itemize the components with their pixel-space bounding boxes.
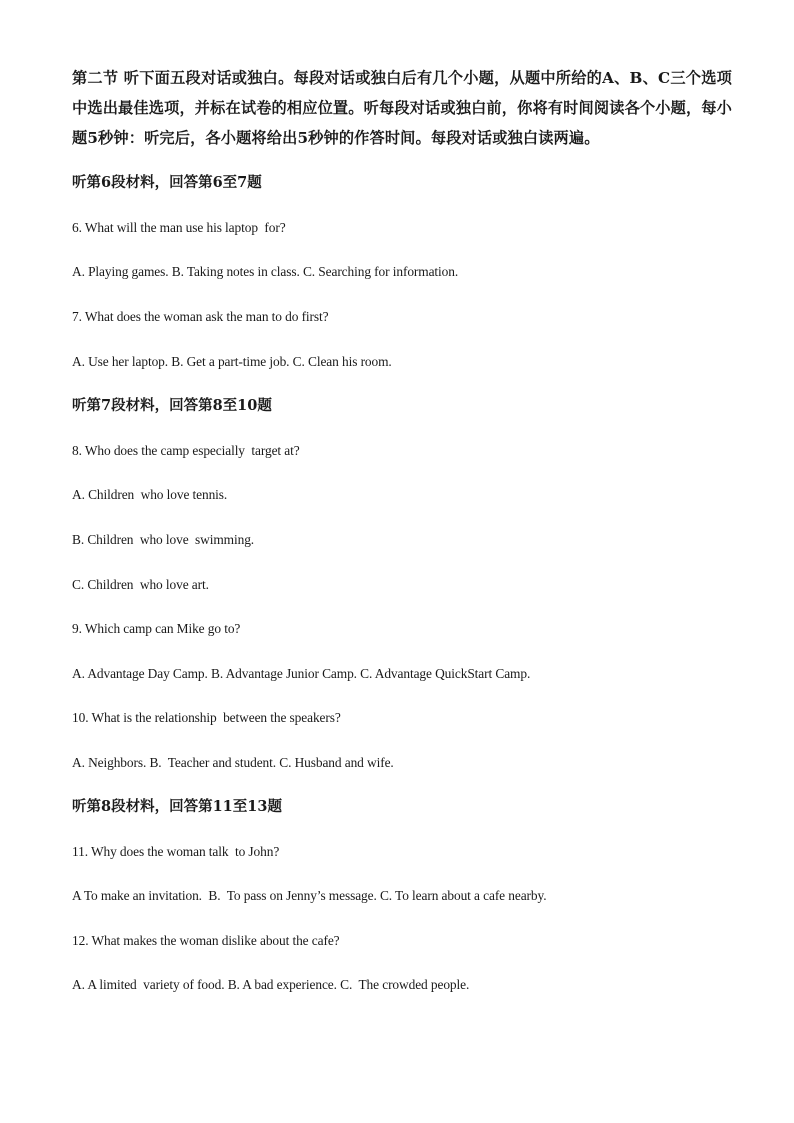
question-8: 8. Who does the camp especially target at? [72, 443, 300, 458]
question-8-option-b: B. Children who love swimming. [72, 532, 255, 547]
group-heading-6-7: 听第6段材料，回答第6至7题 [72, 174, 262, 191]
question-11-options: A To make an invitation. B. To pass on Jenny’s message. C. To learn about a cafe nearby. [72, 888, 547, 903]
section-instructions: 第二节 听下面五段对话或独白。每段对话或独白后有几个小题，从题中所给的A、B、C三个选项中选出最佳选项，并标在试卷的相应位置。听每段对话或独白前，你将有时间阅读各个小题，每小题5秒钟：听完后，各小题将给出5秒钟的作答时间。每段对话或独白读两遍。 [72, 69, 732, 147]
question-12: 12. What makes the woman dislike about the cafe? [72, 933, 340, 948]
question-8-option-c: C. Children who love art. [72, 577, 209, 592]
group-heading-11-13: 听第8段材料，回答第11至13题 [72, 798, 282, 815]
question-8-option-a: A. Children who love tennis. [72, 487, 228, 502]
question-12-options: A. A limited variety of food. B. A bad experience. C. The crowded people. [72, 977, 470, 992]
question-6: 6. What will the man use his laptop for? [72, 220, 286, 235]
group-heading-8-10: 听第7段材料，回答第8至10题 [72, 397, 272, 414]
question-6-options: A. Playing games. B. Taking notes in class. C. Searching for information. [72, 264, 459, 279]
question-9-options: A. Advantage Day Camp. B. Advantage Junior Camp. C. Advantage QuickStart Camp. [72, 666, 531, 681]
question-7: 7. What does the woman ask the man to do first? [72, 309, 329, 324]
question-11: 11. Why does the woman talk to John? [72, 844, 280, 859]
question-7-options: A. Use her laptop. B. Get a part-time job. C. Clean his room. [72, 354, 392, 369]
question-10: 10. What is the relationship between the speakers? [72, 710, 341, 725]
question-10-options: A. Neighbors. B. Teacher and student. C. Husband and wife. [72, 755, 394, 770]
question-9: 9. Which camp can Mike go to? [72, 621, 241, 636]
